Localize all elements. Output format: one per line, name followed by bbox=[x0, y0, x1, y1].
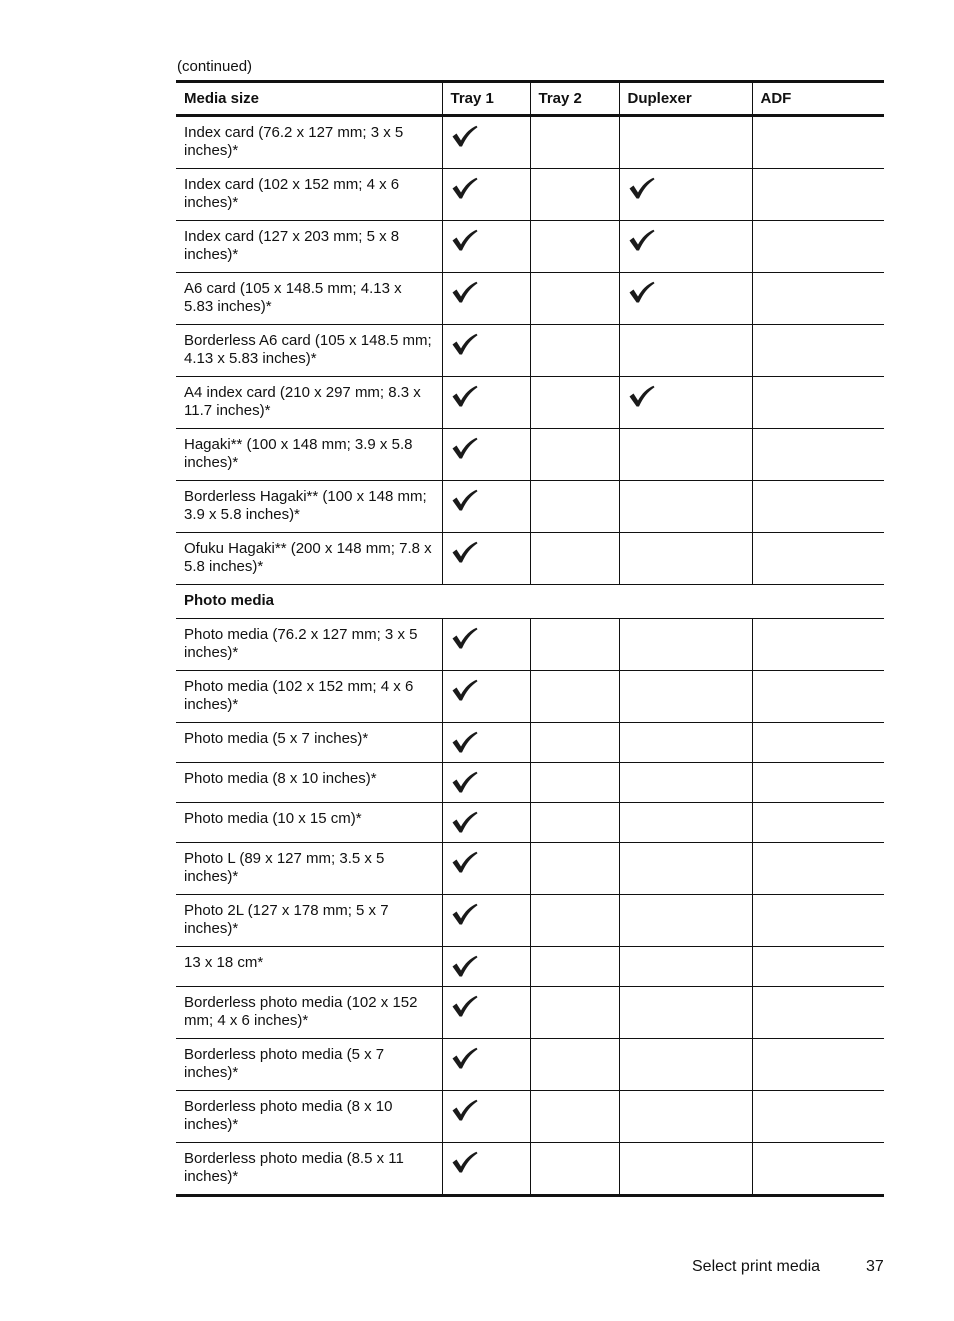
checkmark-icon bbox=[451, 995, 522, 1018]
tray-2-cell bbox=[530, 763, 619, 803]
checkmark-icon bbox=[451, 1099, 522, 1122]
duplexer-cell bbox=[619, 671, 752, 723]
media-size-cell: Borderless photo media (102 x 152 mm; 4 x 6 inches)* bbox=[176, 987, 442, 1039]
tray-2-cell bbox=[530, 273, 619, 325]
duplexer-cell bbox=[619, 619, 752, 671]
table-row bbox=[176, 987, 884, 1039]
tray-1-cell bbox=[442, 1143, 530, 1196]
adf-cell bbox=[752, 843, 884, 895]
adf-cell bbox=[752, 671, 884, 723]
table-row bbox=[176, 169, 884, 221]
duplexer-cell bbox=[619, 987, 752, 1039]
tray-1-cell bbox=[442, 1091, 530, 1143]
media-size-cell: Index card (127 x 203 mm; 5 x 8 inches)* bbox=[176, 221, 442, 273]
tray-1-cell bbox=[442, 273, 530, 325]
adf-cell bbox=[752, 763, 884, 803]
media-size-cell: A6 card (105 x 148.5 mm; 4.13 x 5.83 inches)* bbox=[176, 273, 442, 325]
checkmark-icon bbox=[451, 489, 522, 512]
tray-1-cell bbox=[442, 895, 530, 947]
checkmark-icon bbox=[451, 955, 522, 978]
duplexer-cell bbox=[619, 221, 752, 273]
media-size-cell: A4 index card (210 x 297 mm; 8.3 x 11.7 inches)* bbox=[176, 377, 442, 429]
table-header-row bbox=[176, 82, 884, 116]
duplexer-cell bbox=[619, 116, 752, 169]
adf-cell bbox=[752, 169, 884, 221]
tray-2-cell bbox=[530, 325, 619, 377]
table-row bbox=[176, 619, 884, 671]
adf-cell bbox=[752, 1039, 884, 1091]
duplexer-cell bbox=[619, 763, 752, 803]
adf-cell bbox=[752, 481, 884, 533]
adf-cell bbox=[752, 221, 884, 273]
tray-2-cell bbox=[530, 1091, 619, 1143]
tray-1-cell bbox=[442, 221, 530, 273]
checkmark-icon bbox=[451, 851, 522, 874]
header-tray-2: Tray 2 bbox=[530, 82, 619, 116]
adf-cell bbox=[752, 723, 884, 763]
duplexer-cell bbox=[619, 377, 752, 429]
checkmark-icon bbox=[451, 437, 522, 460]
media-size-cell: Hagaki** (100 x 148 mm; 3.9 x 5.8 inches)* bbox=[176, 429, 442, 481]
tray-1-cell bbox=[442, 533, 530, 585]
media-size-cell: Index card (76.2 x 127 mm; 3 x 5 inches)* bbox=[176, 116, 442, 169]
tray-2-cell bbox=[530, 533, 619, 585]
adf-cell bbox=[752, 987, 884, 1039]
table-row bbox=[176, 377, 884, 429]
tray-2-cell bbox=[530, 1143, 619, 1196]
table-row bbox=[176, 1039, 884, 1091]
tray-1-cell bbox=[442, 723, 530, 763]
duplexer-cell bbox=[619, 1143, 752, 1196]
tray-1-cell bbox=[442, 116, 530, 169]
adf-cell bbox=[752, 273, 884, 325]
media-size-cell: 13 x 18 cm* bbox=[176, 947, 442, 987]
checkmark-icon bbox=[628, 385, 744, 408]
checkmark-icon bbox=[451, 903, 522, 926]
table-row bbox=[176, 221, 884, 273]
duplexer-cell bbox=[619, 169, 752, 221]
tray-1-cell bbox=[442, 763, 530, 803]
duplexer-cell bbox=[619, 723, 752, 763]
media-size-cell: Photo media (5 x 7 inches)* bbox=[176, 723, 442, 763]
media-size-cell: Photo media (10 x 15 cm)* bbox=[176, 803, 442, 843]
adf-cell bbox=[752, 377, 884, 429]
media-size-cell: Borderless photo media (8.5 x 11 inches)* bbox=[176, 1143, 442, 1196]
table-row bbox=[176, 429, 884, 481]
duplexer-cell bbox=[619, 895, 752, 947]
checkmark-icon bbox=[451, 333, 522, 356]
checkmark-icon bbox=[451, 125, 522, 148]
table-row bbox=[176, 325, 884, 377]
table-row bbox=[176, 116, 884, 169]
checkmark-icon bbox=[451, 229, 522, 252]
duplexer-cell bbox=[619, 429, 752, 481]
adf-cell bbox=[752, 619, 884, 671]
tray-2-cell bbox=[530, 481, 619, 533]
media-size-cell: Photo L (89 x 127 mm; 3.5 x 5 inches)* bbox=[176, 843, 442, 895]
tray-1-cell bbox=[442, 947, 530, 987]
header-tray-1: Tray 1 bbox=[442, 82, 530, 116]
tray-1-cell bbox=[442, 429, 530, 481]
table-row bbox=[176, 273, 884, 325]
tray-1-cell bbox=[442, 619, 530, 671]
media-size-cell: Photo 2L (127 x 178 mm; 5 x 7 inches)* bbox=[176, 895, 442, 947]
tray-2-cell bbox=[530, 169, 619, 221]
table-row bbox=[176, 481, 884, 533]
tray-1-cell bbox=[442, 843, 530, 895]
checkmark-icon bbox=[451, 541, 522, 564]
checkmark-icon bbox=[628, 281, 744, 304]
adf-cell bbox=[752, 803, 884, 843]
adf-cell bbox=[752, 1091, 884, 1143]
table-row bbox=[176, 671, 884, 723]
table-row bbox=[176, 763, 884, 803]
media-size-cell: Index card (102 x 152 mm; 4 x 6 inches)* bbox=[176, 169, 442, 221]
page-number: 37 bbox=[866, 1258, 884, 1275]
tray-2-cell bbox=[530, 895, 619, 947]
tray-1-cell bbox=[442, 325, 530, 377]
table-row bbox=[176, 723, 884, 763]
tray-2-cell bbox=[530, 947, 619, 987]
tray-2-cell bbox=[530, 671, 619, 723]
adf-cell bbox=[752, 116, 884, 169]
tray-1-cell bbox=[442, 1039, 530, 1091]
adf-cell bbox=[752, 947, 884, 987]
checkmark-icon bbox=[628, 229, 744, 252]
media-size-cell: Borderless photo media (8 x 10 inches)* bbox=[176, 1091, 442, 1143]
header-adf: ADF bbox=[752, 82, 884, 116]
adf-cell bbox=[752, 429, 884, 481]
duplexer-cell bbox=[619, 1091, 752, 1143]
header-media-size: Media size bbox=[184, 89, 260, 107]
header-duplexer: Duplexer bbox=[619, 82, 752, 116]
checkmark-icon bbox=[451, 679, 522, 702]
tray-2-cell bbox=[530, 987, 619, 1039]
checkmark-icon bbox=[451, 811, 522, 834]
duplexer-cell bbox=[619, 325, 752, 377]
table-row bbox=[176, 843, 884, 895]
tray-2-cell bbox=[530, 221, 619, 273]
checkmark-icon bbox=[451, 731, 522, 754]
media-size-table bbox=[176, 80, 884, 1197]
media-size-cell: Photo media (76.2 x 127 mm; 3 x 5 inches)* bbox=[176, 619, 442, 671]
table-row bbox=[176, 947, 884, 987]
table-body bbox=[176, 116, 884, 1196]
table-row bbox=[176, 895, 884, 947]
duplexer-cell bbox=[619, 843, 752, 895]
duplexer-cell bbox=[619, 1039, 752, 1091]
tray-2-cell bbox=[530, 803, 619, 843]
media-size-cell: Photo media (102 x 152 mm; 4 x 6 inches)* bbox=[176, 671, 442, 723]
table-row bbox=[176, 1091, 884, 1143]
tray-1-cell bbox=[442, 169, 530, 221]
adf-cell bbox=[752, 533, 884, 585]
table-row bbox=[176, 533, 884, 585]
tray-1-cell bbox=[442, 803, 530, 843]
media-size-cell: Borderless A6 card (105 x 148.5 mm; 4.13 x 5.83 inches)* bbox=[176, 325, 442, 377]
checkmark-icon bbox=[451, 281, 522, 304]
duplexer-cell bbox=[619, 481, 752, 533]
tray-2-cell bbox=[530, 723, 619, 763]
adf-cell bbox=[752, 325, 884, 377]
checkmark-icon bbox=[451, 771, 522, 794]
tray-1-cell bbox=[442, 671, 530, 723]
duplexer-cell bbox=[619, 273, 752, 325]
duplexer-cell bbox=[619, 803, 752, 843]
section-row bbox=[176, 585, 884, 619]
media-size-cell: Ofuku Hagaki** (200 x 148 mm; 7.8 x 5.8 inches)* bbox=[176, 533, 442, 585]
checkmark-icon bbox=[451, 1047, 522, 1070]
media-size-cell: Photo media (8 x 10 inches)* bbox=[176, 763, 442, 803]
tray-1-cell bbox=[442, 481, 530, 533]
table-row bbox=[176, 803, 884, 843]
tray-1-cell bbox=[442, 987, 530, 1039]
table-row bbox=[176, 1143, 884, 1196]
duplexer-cell bbox=[619, 533, 752, 585]
checkmark-icon bbox=[451, 1151, 522, 1174]
tray-2-cell bbox=[530, 116, 619, 169]
continued-label: (continued) bbox=[177, 58, 253, 75]
checkmark-icon bbox=[451, 627, 522, 650]
media-size-cell: Borderless photo media (5 x 7 inches)* bbox=[176, 1039, 442, 1091]
tray-2-cell bbox=[530, 843, 619, 895]
tray-2-cell bbox=[530, 377, 619, 429]
checkmark-icon bbox=[451, 177, 522, 200]
adf-cell bbox=[752, 1143, 884, 1196]
tray-2-cell bbox=[530, 1039, 619, 1091]
adf-cell bbox=[752, 895, 884, 947]
checkmark-icon bbox=[628, 177, 744, 200]
media-size-cell: Borderless Hagaki** (100 x 148 mm; 3.9 x 5.8 inches)* bbox=[176, 481, 442, 533]
tray-1-cell bbox=[442, 377, 530, 429]
duplexer-cell bbox=[619, 947, 752, 987]
section-label: Photo media bbox=[176, 585, 884, 619]
footer-section-title: Select print media bbox=[692, 1258, 821, 1275]
tray-2-cell bbox=[530, 619, 619, 671]
checkmark-icon bbox=[451, 385, 522, 408]
tray-2-cell bbox=[530, 429, 619, 481]
